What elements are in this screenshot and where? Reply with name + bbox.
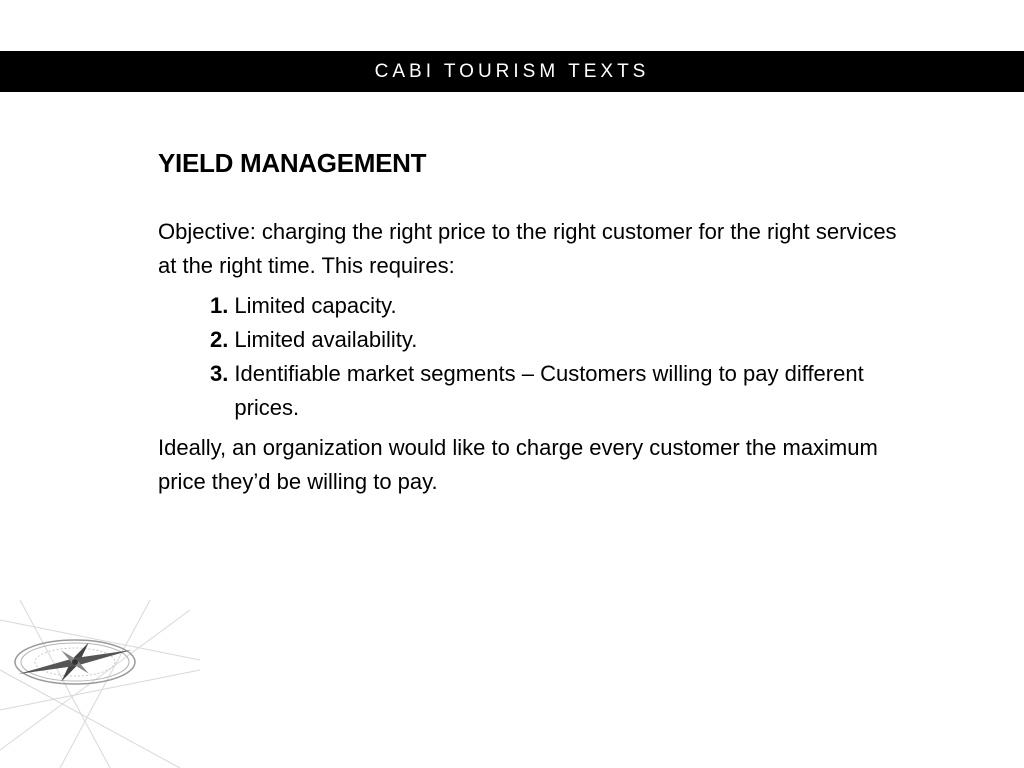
- list-item-text: Limited availability.: [234, 327, 418, 352]
- list-item: [210, 289, 918, 323]
- list-item-number: 2.: [210, 327, 229, 352]
- list-item-number: 3.: [210, 361, 229, 386]
- list-item-text: Identifiable market segments – Customers willing to pay different prices.: [234, 361, 864, 420]
- list-item-text: Limited capacity.: [234, 293, 397, 318]
- compass-rose-icon: [0, 600, 200, 768]
- list-item: [210, 357, 918, 425]
- slide-title: YIELD MANAGEMENT: [158, 148, 427, 178]
- banner-title: CABI TOURISM TEXTS: [374, 60, 650, 82]
- intro-paragraph: Objective: charging the right price to the right customer for the right services at the right time. This requires:: [158, 219, 897, 278]
- requirements-list: [210, 289, 918, 425]
- slide-content: [158, 148, 918, 499]
- list-item: [210, 323, 918, 357]
- list-item-number: 1.: [210, 293, 229, 318]
- header-banner: [0, 51, 1024, 92]
- closing-paragraph: Ideally, an organization would like to charge every customer the maximum price they’d be willing to pay.: [158, 435, 878, 494]
